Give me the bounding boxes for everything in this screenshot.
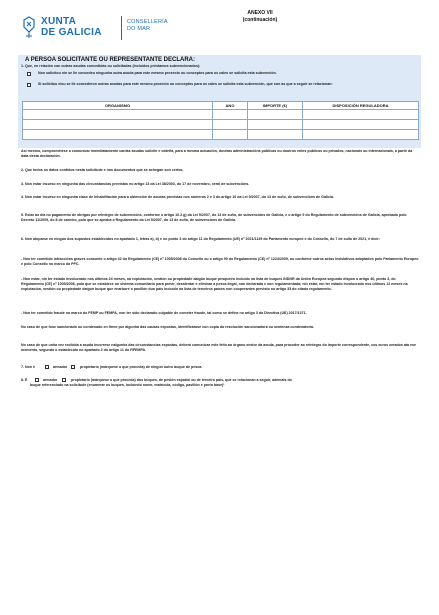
table-header-row xyxy=(23,102,419,110)
paragraph-5: 5. Estar ao día no pagamento de obrigas por reintegro de subvencións, conforme o artigo 10.2.g) da Lei 9/2007, do 13 de xuño, de subvencións de Galicia, e o artigo 9 do Regulamento de subvencións de Galicia, aprobado polo Decreto 11/2009, do 8 de xaneiro, polo que se aproba o Regulamento da Lei 9/2007, do 13 de xuño, de subvencións de Galicia. xyxy=(21,213,407,222)
table-cell-input[interactable] xyxy=(303,110,419,120)
checkbox-no-other-aid[interactable] xyxy=(27,72,31,76)
table-row xyxy=(23,110,419,120)
table-cell-input[interactable] xyxy=(248,130,303,140)
item-8-text-continued: buque referenciado na solicitude (enumerar os buques, incluíndo nome, matrícula, código, pavillón e porto base)¹ xyxy=(30,383,225,387)
table-cell-input[interactable] xyxy=(213,130,248,140)
table-row xyxy=(23,130,419,140)
item-8-armador-label: armador xyxy=(43,378,58,382)
item-7-text: propietario (márquese o que proceda) de ningún outro buque de pesca. xyxy=(80,365,203,369)
col-header-organismo: ORGANISMO xyxy=(23,102,213,110)
paragraph-6d: No caso de que fose sancionado ou condenado en firme por algunha das causas expostas, identificarase cun copia da resolución sancionadora ou sentenza condenatoria. xyxy=(21,325,314,329)
table-cell-input[interactable] xyxy=(303,130,419,140)
item-8-text: propietario (márquese o que proceda) dos buques, de pesión español ou de terceiro país, que se relacionan a seguir, ademais do xyxy=(71,378,292,382)
annex-subtitle: (continuación) xyxy=(242,17,278,23)
table-cell-input[interactable] xyxy=(23,130,213,140)
paragraph-6e: No caso de que unha vez recibida a axuda incorrese nalgunha das circunstancias expostas, deberá comunicar este feito ao órgano xestor da axuda, para proceder ao reintegro do importe correspondente, cos xuros xerados ata ese momento, segundo o establecido no apartado 2 do artigo 11 do RFEMPA. xyxy=(21,343,417,352)
checkbox-8-propietario[interactable] xyxy=(62,378,66,382)
xunta-emblem-icon xyxy=(22,16,36,40)
col-header-disposicion: DISPOSICIÓN REGULADORA xyxy=(303,102,419,110)
paragraph-commitment: Así mesmo, comprométese a comunicar inmediatamente cantas axudas solicite e obteña, para a mesma actuación, doutras administracións públicas ou doutros entes públicos ou privados, nacionais ou internacionais, a partir da data desta declaración. xyxy=(21,149,413,158)
other-aid-table xyxy=(22,101,419,140)
table-row xyxy=(23,120,419,130)
paragraph-6c: - Non ter cometido fraude no marco do FEMP ou FEMPA, non ter sido declarado culpable de cometer fraude, tal como se define no artigo 3 da Directiva (UE) 2017/1371. xyxy=(21,311,307,315)
checkbox-8-armador[interactable] xyxy=(35,378,39,382)
option-other-aid-text: Si solicitou e/ou se lle concederon outras axudas para este mesmo proxecto ou conceptos para os cales se solicita esta subvención, que son as que a seguir se relacionan: xyxy=(38,82,333,86)
item-7-label: 7. Non é xyxy=(21,365,35,369)
table-cell-input[interactable] xyxy=(248,120,303,130)
item-1-text: 1. Que, en relación con outras axudas concedidas ou solicitadas (incluídos préstamos subvencionados): xyxy=(21,64,201,68)
table-cell-input[interactable] xyxy=(213,110,248,120)
checkbox-7-armador[interactable] xyxy=(45,365,49,369)
table-cell-input[interactable] xyxy=(23,110,213,120)
annex-title: ANEXO VII xyxy=(247,10,273,16)
paragraph-3: 3. Non estar incurso en ningunha das circunstancias previstas no artigo 13 da Lei 38/2003, do 17 de novembro, xeral de subvencións. xyxy=(21,182,250,186)
col-header-ano: ANO xyxy=(213,102,248,110)
item-8-label: 8. É xyxy=(21,378,28,382)
table-cell-input[interactable] xyxy=(23,120,213,130)
paragraph-2: 2. Que todos os datos contidos nesta solicitude e nos documentos que se achegan son certos. xyxy=(21,168,184,172)
paragraph-6b: - Non estar, nin ter estado involucrado nos últimos 24 meses, na explotación, xestión ou propiedade daígún buque pesqueiro incluído na lista de buques INDNR da Unión Europea segundo dispón o artigo 40, punto 3, do Regulamento (CE) nº 1005/2008, pola que se establece un sistema comunitario para previr, desalentar e eliminar a pesca ilegal, non declarada e non regulamentada; nin estar, nin ter estado involucrado nos últimos 12 meses na explotación, xestión ou propiedade daígún buque que enarbore o pavillón dun país incluído na lista de terceiros países non cooperantes previsto no artigo 33 do citado regulamento. xyxy=(21,277,408,291)
paragraph-6: 6. Non atoparse en ningún dos supostos establecidos no apartado 1, letras a), b) e no punto 3 do artigo 11 do Regulamento (UE) nº 2021/1139 do Parlamento europeo e do Consello, do 7 de xullo de 2021, é dicir: xyxy=(21,237,380,241)
checkbox-other-aid[interactable] xyxy=(27,83,31,87)
table-cell-input[interactable] xyxy=(213,120,248,130)
xunta-wordmark: XUNTA DE GALICIA xyxy=(41,16,102,38)
xunta-logo xyxy=(22,14,168,46)
annex-heading xyxy=(220,10,300,24)
col-header-importe: IMPORTE (€) xyxy=(248,102,303,110)
checkbox-7-propietario[interactable] xyxy=(71,365,75,369)
section-title: A PERSOA SOLICITANTE OU REPRESENTANTE DECLARA: xyxy=(25,57,196,63)
item-7-armador-label: armador xyxy=(53,365,68,369)
table-cell-input[interactable] xyxy=(303,120,419,130)
option-no-other-aid-text: Non solicitou nin se lle concedeu ningunha outra axuda para este mesmo proxecto ou conceptos para os cales se solicita esta subvención. xyxy=(38,71,277,75)
paragraph-6a: - Non ter cometido infraccións graves consonte o artigo 42 do Regulamento (CE) nº 1005/2008 do Consello ou o artigo 90 do Regulamento (CE) nº 1224/2009, ou conforme outros actos lexislativos adoptados polo Parlamento Europeo e polo Consello no marco da PPC. xyxy=(21,257,419,266)
department-name: CONSELLERÍA DO MAR xyxy=(127,19,168,32)
logo-divider xyxy=(121,16,122,40)
paragraph-4: 4. Non estar incurso en ningunha clase de inhabilitación para a obtención de axudas previstas nos números 2 e 3 do artigo 10 da Lei 9/2007, do 13 de xuño, de subvencións de Galicia. xyxy=(21,195,334,199)
table-cell-input[interactable] xyxy=(248,110,303,120)
